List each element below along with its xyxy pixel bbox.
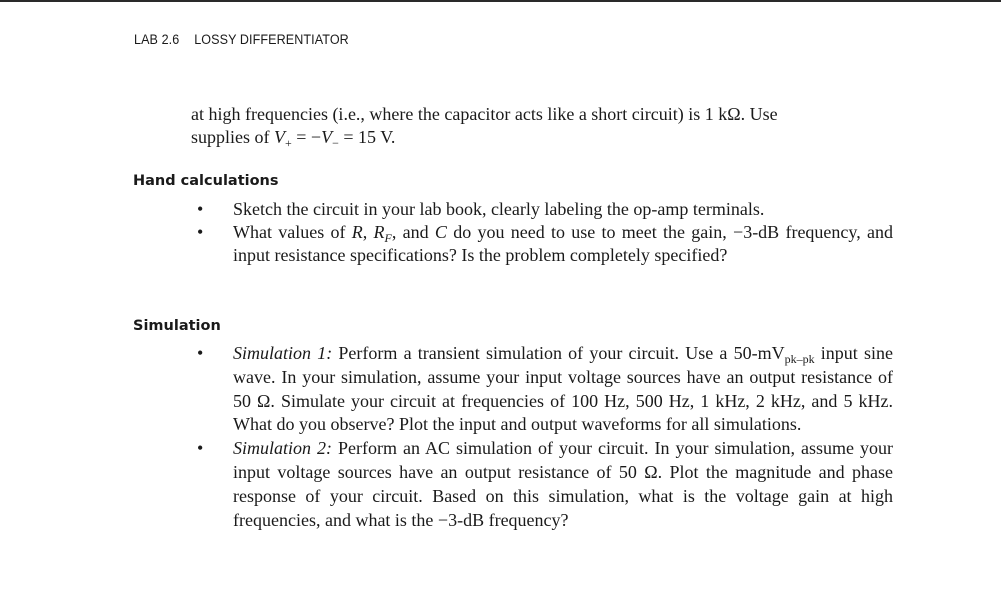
- simulation-2-label: Simulation 2:: [233, 438, 333, 459]
- intro-line-1: at high frequencies (i.e., where the capacitor acts like a short circuit) is 1 kΩ. Use: [191, 104, 778, 124]
- intro-line-2: [191, 126, 891, 149]
- running-head: [134, 32, 349, 47]
- v-minus-symbol: V: [321, 127, 333, 147]
- simulation-list: [233, 342, 893, 532]
- intro-text: = −: [291, 127, 322, 147]
- c-symbol: C: [434, 222, 447, 242]
- r-symbol: R: [351, 222, 363, 242]
- v-plus-subscript: +: [285, 136, 292, 150]
- list-item: [233, 221, 893, 267]
- intro-text: = 15 V.: [338, 127, 396, 147]
- rf-subscript: F: [384, 231, 392, 245]
- list-text: ,: [362, 222, 374, 242]
- v-minus-subscript: −: [332, 136, 339, 150]
- lab-number: LAB 2.6: [134, 32, 180, 47]
- list-text: Perform a transient simulation of your circuit. Use a 50-mV: [332, 343, 785, 363]
- list-text: , and: [391, 222, 435, 242]
- list-item: • Sketch the circuit in your lab book, clearly labeling the op-amp terminals.: [233, 198, 893, 221]
- lab-title: LOSSY DIFFERENTIATOR: [194, 32, 349, 47]
- simulation-heading: Simulation: [133, 318, 221, 334]
- rf-symbol: R: [373, 222, 385, 242]
- hand-calculations-heading: Hand calculations: [133, 173, 279, 189]
- intro-text: supplies of: [191, 127, 274, 147]
- v-plus-symbol: V: [274, 127, 285, 147]
- hand-calculations-list: [233, 198, 893, 267]
- list-text: What values of: [233, 222, 352, 242]
- list-text: input sine wave. In your simulation, assume your input voltage sources have an output resistance of 50 Ω. Simulate your circuit at frequencies of 100 Hz, 500 Hz, 1 kHz, 2 kHz, and 5 kHz. What do you observe? Plot the input and output waveforms for all simulations.: [233, 343, 893, 435]
- pk-pk-subscript: pk–pk: [784, 352, 815, 366]
- list-item: [233, 437, 893, 532]
- simulation-1-label: Simulation 1:: [233, 343, 333, 363]
- list-text: do you need to use to meet the gain, −3-dB frequency, and input resistance specifications? Is the problem completely specified?: [233, 222, 893, 265]
- list-text: Perform an AC simulation of your circuit. In your simulation, assume your input voltage sources have an output resistance of 50 Ω. Plot the magnitude and phase response of your circuit. Based on this simulation, what is the voltage gain at high frequencies, and what is the −3-dB frequency?: [233, 438, 894, 530]
- intro-paragraph: [191, 103, 891, 149]
- list-item: [233, 342, 893, 437]
- top-rule: [0, 0, 1001, 2]
